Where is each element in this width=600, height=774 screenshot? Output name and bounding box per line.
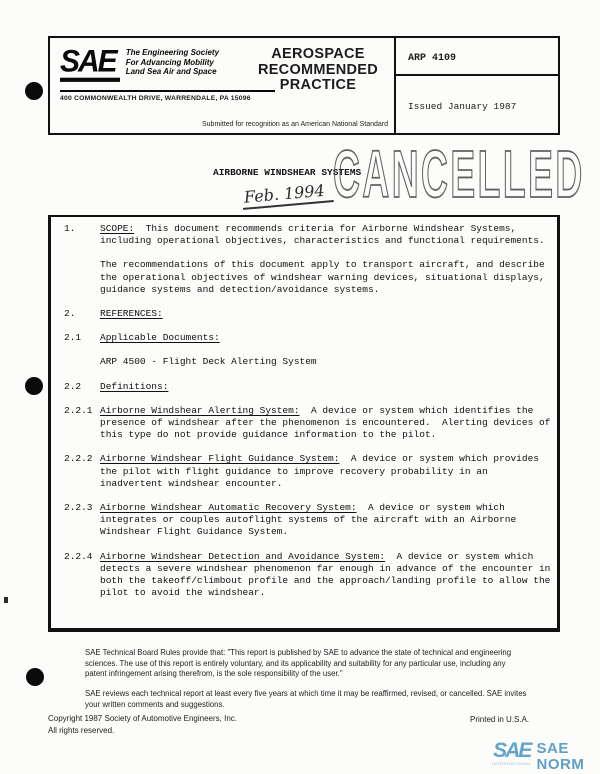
section-text: The recommendations of this document apply to transport aircraft, and describe the operational objectives of windshear warning devices, situational displays, guidance systems and detection/avoidance systems. [100, 259, 551, 295]
rights-line: All rights reserved. [48, 726, 115, 735]
handwritten-date: Feb. 1994 [241, 180, 333, 210]
sae-international-label: INTERNATIONAL [492, 761, 532, 766]
binder-hole-top [25, 82, 43, 100]
section-text: ARP 4500 - Flight Deck Alerting System [100, 356, 317, 368]
doc-type-line-1: AEROSPACE [271, 46, 365, 62]
section-text: This document recommends criteria for Airborne Windshear Systems, including operational objectives, characteristics and functional requirements. [100, 223, 545, 247]
copyright-line: Copyright 1987 Society of Automotive Engineers, Inc. [48, 714, 237, 723]
definition-flight-guidance-system [64, 453, 553, 490]
section-heading: SCOPE: [100, 223, 135, 234]
section-heading: Airborne Windshear Automatic Recovery System: [100, 502, 357, 514]
sae-international-logo [492, 741, 532, 766]
section-number: 2. [64, 308, 76, 320]
printed-in-usa: Printed in U.S.A. [470, 715, 530, 724]
definition-automatic-recovery-system [64, 502, 553, 539]
definition-alerting-system [64, 404, 557, 442]
technical-board-rules-note: SAE Technical Board Rules provide that: "This report is published by SAE to advance the state of technical and engineering sciences. The use of this report is entirely voluntary, and its applicability and suitability for any particular use, including any patent infringement arising therefrom, is the sole responsibility of the user." [85, 648, 512, 679]
section-text: A device or system which provides the pilot with flight guidance to improve recovery probability in an inadvertent windshear encounter. [100, 453, 545, 489]
section-number: 1. [64, 223, 76, 234]
section-text: A device or system which detects a severe windshear phenomenon far enough in advance of the encounter in both the takeoff/climbout profile and the approach/landing profile to allow the pilot to avoid the windshear. [100, 550, 557, 599]
section-number: 2.2 [64, 380, 82, 392]
logo-divider [60, 90, 275, 92]
header-box [48, 36, 396, 135]
issued-date-box: Issued January 1987 [394, 74, 560, 135]
logo-tagline [126, 45, 219, 77]
sae-logo-block [60, 45, 219, 81]
section-number [64, 259, 100, 296]
review-policy-note: SAE reviews each technical report at least every five years at which time it may be reaffirmed, revised, or cancelled. SAE invites your written comments and suggestions. [85, 689, 527, 709]
publisher-address: 400 COMMONWEALTH DRIVE, WARRENDALE, PA 15096 [60, 95, 251, 102]
section-number: 2.2.4 [64, 550, 93, 562]
sae-norm-watermark [492, 741, 600, 774]
section-heading: REFERENCES: [100, 308, 163, 320]
section-applicable-documents [64, 332, 553, 344]
scan-artifact [4, 597, 8, 603]
section-heading: Airborne Windshear Detection and Avoidance System: [100, 550, 386, 562]
document-title: AIRBORNE WINDSHEAR SYSTEMS [213, 167, 362, 178]
content-box [48, 215, 560, 632]
section-heading: Airborne Windshear Alerting System: [100, 404, 300, 416]
doc-type-line-3: PRACTICE [279, 77, 357, 93]
cancelled-stamp: CANCELLED [333, 136, 585, 212]
tagline-line-2: For Advancing Mobility [125, 57, 214, 67]
section-scope [64, 223, 553, 247]
section-number: 2.2.2 [64, 453, 93, 465]
section-heading: Definitions: [100, 380, 169, 392]
binder-hole-bottom [26, 668, 44, 686]
section-heading: Airborne Windshear Flight Guidance System: [100, 453, 340, 465]
section-number: 2.1 [64, 332, 82, 344]
section-number: 2.2.1 [64, 404, 93, 416]
section-references [64, 308, 553, 320]
binder-hole-middle [25, 377, 43, 395]
sae-logo-icon: SAE [493, 739, 531, 762]
reference-arp4500 [64, 356, 553, 368]
tagline-line-1: The Engineering Society [125, 48, 220, 57]
section-definitions [64, 381, 553, 393]
definition-detection-avoidance-system [64, 550, 557, 600]
scope-paragraph [64, 259, 553, 296]
section-text: A device or system which identifies the presence of windshear after the phenomenon is encountered. Alerting devices of this type do not provide guidance information to the pilot. [100, 404, 557, 441]
section-text: A device or system which integrates or couples autoflight systems of the aircraft with an Airborne Windshear Flight Guidance System. [100, 502, 522, 538]
section-heading: Applicable Documents: [100, 332, 220, 344]
sae-norm-label: SAE NORM [536, 740, 585, 773]
sae-logo: SAE [60, 44, 120, 82]
copyright-block [48, 713, 237, 737]
sae-norm-wordmark [537, 741, 600, 774]
document-number-box: ARP 4109 [394, 36, 560, 76]
ansi-submission-note: Submitted for recognition as an American National Standard [202, 121, 388, 128]
section-number: 2.2.3 [64, 502, 93, 514]
section-number [64, 356, 100, 368]
doc-type-line-2: RECOMMENDED [257, 61, 379, 78]
tagline-line-3: Land Sea Air and Space [125, 67, 217, 76]
document-type-title [248, 47, 388, 94]
